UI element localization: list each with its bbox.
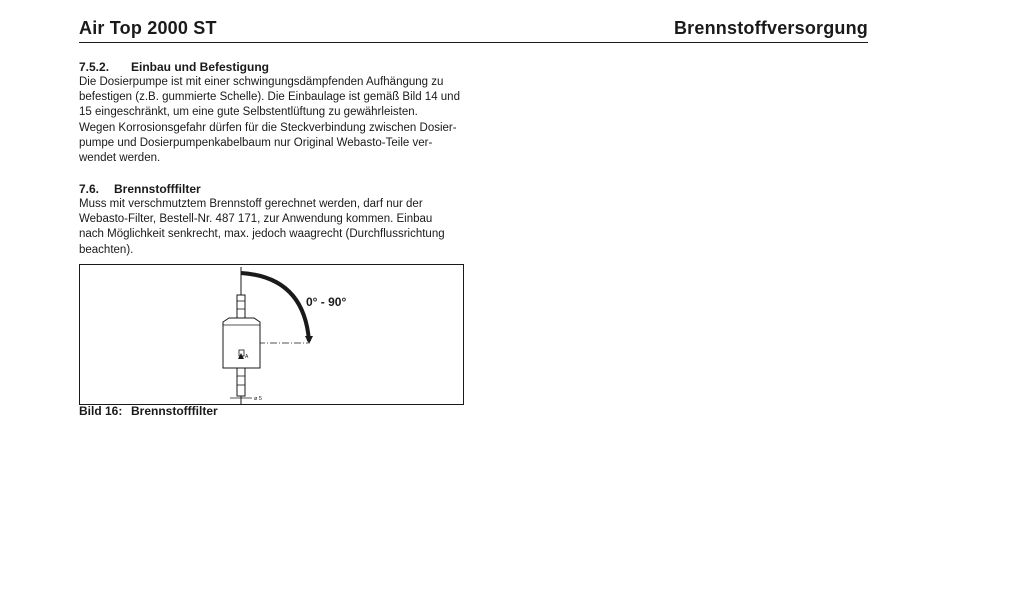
filter-top-nipple	[237, 295, 245, 318]
caption-title: Brennstofffilter	[131, 404, 218, 418]
body-line: Webasto-Filter, Bestell-Nr. 487 171, zur Anwendung kommen. Einbau	[79, 213, 433, 226]
body-line: Muss mit verschmutztem Brennstoff gerechnet werden, darf nur der	[79, 198, 423, 210]
section-body	[79, 75, 469, 166]
body-line: pumpe und Dosierpumpenkabelbaum nur Original Webasto-Teile ver-	[79, 136, 433, 149]
section-body	[79, 197, 469, 258]
diameter-label: ø 5	[254, 396, 262, 402]
section-heading	[79, 59, 469, 75]
flow-label: A	[245, 354, 249, 360]
angle-label: 0° - 90°	[306, 295, 347, 309]
section-title: Einbau und Befestigung	[131, 60, 269, 74]
filter-body	[223, 318, 260, 368]
section-number: 7.6.	[79, 182, 100, 196]
section-number: 7.5.2.	[79, 60, 110, 74]
fuel-filter-diagram	[80, 265, 463, 404]
section-einbau-befestigung	[79, 59, 469, 166]
filter-bottom-nipple	[237, 368, 245, 396]
figure-caption	[79, 404, 218, 418]
section-title: Brennstofffilter	[114, 182, 201, 196]
caption-number: Bild 16:	[79, 404, 123, 418]
chapter-title: Brennstoffversorgung	[673, 18, 868, 38]
body-line: Die Dosierpumpe ist mit einer schwingungsdämpfenden Aufhängung zu	[79, 76, 444, 88]
document-title: Air Top 2000 ST	[79, 18, 217, 38]
body-line: wendet werden.	[79, 152, 161, 165]
page-header	[79, 18, 868, 43]
body-line: nach Möglichkeit senkrecht, max. jedoch waagrecht (Durchflussrichtung	[79, 228, 445, 241]
section-brennstofffilter	[79, 181, 469, 258]
body-line: beachten).	[79, 243, 134, 256]
body-line: befestigen (z.B. gummierte Schelle). Die Einbaulage ist gemäß Bild 14 und	[79, 91, 460, 104]
body-line: Wegen Korrosionsgefahr dürfen für die Steckverbindung zwischen Dosier-	[79, 121, 457, 134]
fuel-filter-figure	[79, 264, 464, 405]
section-heading	[79, 181, 469, 197]
body-line: 15 eingeschränkt, um eine gute Selbstentlüftung zu gewährleisten.	[79, 106, 418, 119]
